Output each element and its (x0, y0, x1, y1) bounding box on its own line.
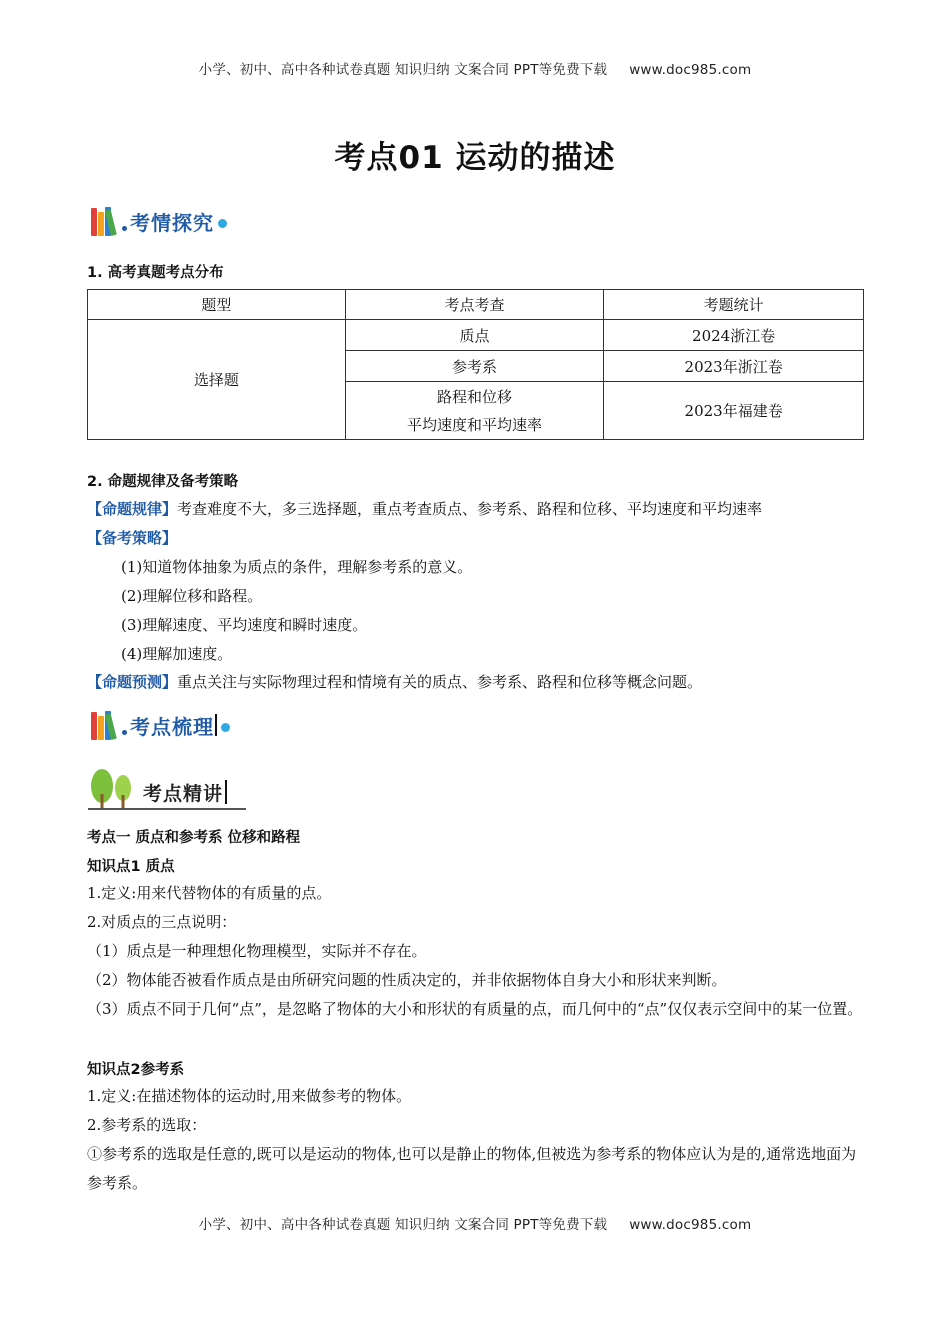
page-footer (0, 1213, 950, 1233)
page-header (0, 58, 950, 78)
topic-heading: 考点一 质点和参考系 位移和路程 (87, 830, 301, 846)
header-url[interactable]: www.doc985.com (629, 62, 752, 78)
dot-icon (218, 219, 227, 228)
table-header-cell: 题型 (88, 290, 346, 320)
body-line: 2.参考系的选取： (87, 1116, 207, 1134)
strategy-label: 【备考策略】 (87, 529, 178, 547)
banner-jingjiang (88, 764, 248, 812)
table-header-cell: 考题统计 (604, 290, 864, 320)
text-cursor (215, 714, 217, 736)
stat-cell: 2024浙江卷 (604, 320, 864, 351)
table-header-row (88, 290, 864, 320)
exam-distribution-table (87, 289, 864, 440)
body-paragraph: （3）质点不同于几何“点”，是忽略了物体的大小和形状的有质量的点，而几何中的“点”仅仅表示空间中的某一位置。 (87, 1000, 863, 1018)
text-cursor (225, 780, 227, 804)
banner-title: 考点精讲 (143, 783, 224, 805)
banner-title: 考情探究 (130, 210, 214, 235)
header-text: 小学、初中、高中各种试卷真题 知识归纳 文案合同 PPT等免费下载 (198, 62, 608, 78)
banner-kaodian (91, 708, 230, 742)
knowledge-point-title: 知识点2参考系 (87, 1062, 185, 1078)
table-row (88, 320, 864, 351)
footer-url[interactable]: www.doc985.com (629, 1217, 752, 1233)
strategy-item: (3)理解速度、平均速度和瞬时速度。 (121, 616, 368, 634)
strategy-item: (2)理解位移和路程。 (121, 587, 263, 605)
rule-label: 【命题规律】 (87, 500, 178, 518)
dot-icon (221, 723, 230, 732)
topic-cell (345, 382, 604, 440)
strategy-item: (1)知道物体抽象为质点的条件，理解参考系的意义。 (121, 558, 473, 576)
forecast-paragraph (87, 668, 867, 697)
topic-line: 路程和位移 (436, 387, 512, 406)
section-heading: 2. 命题规律及备考策略 (87, 474, 239, 490)
rule-text: 考查难度不大，多三选择题，重点考查质点、参考系、路程和位移、平均速度和平均速率 (177, 500, 763, 518)
tree-icon (88, 764, 138, 810)
books-icon (91, 206, 119, 236)
strategy-item: (4)理解加速度。 (121, 645, 233, 663)
banner-underline (88, 808, 246, 810)
topic-cell: 参考系 (345, 351, 604, 382)
knowledge-point-title: 知识点1 质点 (87, 859, 175, 875)
section-heading: 1. 高考真题考点分布 (87, 265, 224, 281)
books-icon (91, 710, 119, 740)
stat-cell: 2023年福建卷 (604, 382, 864, 440)
body-line: 1.定义:在描述物体的运动时,用来做参考的物体。 (87, 1087, 412, 1105)
table-header-cell: 考点考查 (345, 290, 604, 320)
body-line: 1.定义:用来代替物体的有质量的点。 (87, 884, 332, 902)
forecast-text: 重点关注与实际物理过程和情境有关的质点、参考系、路程和位移等概念问题。 (177, 673, 703, 691)
stat-cell: 2023年浙江卷 (604, 351, 864, 382)
topic-cell: 质点 (345, 320, 604, 351)
body-paragraph: ①参考系的选取是任意的,既可以是运动的物体,也可以是静止的物体,但被选为参考系的物体应认为是的,通常选地面为参考系。 (87, 1145, 857, 1192)
strategy-label-line (87, 524, 867, 553)
topic-line: 平均速度和平均速率 (406, 415, 542, 434)
page-title: 考点01 运动的描述 (334, 140, 616, 176)
banner-title: 考点梳理 (130, 714, 214, 739)
question-type-cell: 选择题 (88, 320, 346, 440)
body-line: （1）质点是一种理想化物理模型，实际并不存在。 (87, 942, 427, 960)
forecast-label: 【命题预测】 (87, 673, 178, 691)
footer-text: 小学、初中、高中各种试卷真题 知识归纳 文案合同 PPT等免费下载 (198, 1217, 608, 1233)
body-line: 2.对质点的三点说明： (87, 913, 237, 931)
body-line: （2）物体能否被看作质点是由所研究问题的性质决定的，并非依据物体自身大小和形状来判断。 (87, 971, 727, 989)
banner-kaoqing (91, 204, 227, 238)
rule-paragraph (87, 495, 867, 524)
